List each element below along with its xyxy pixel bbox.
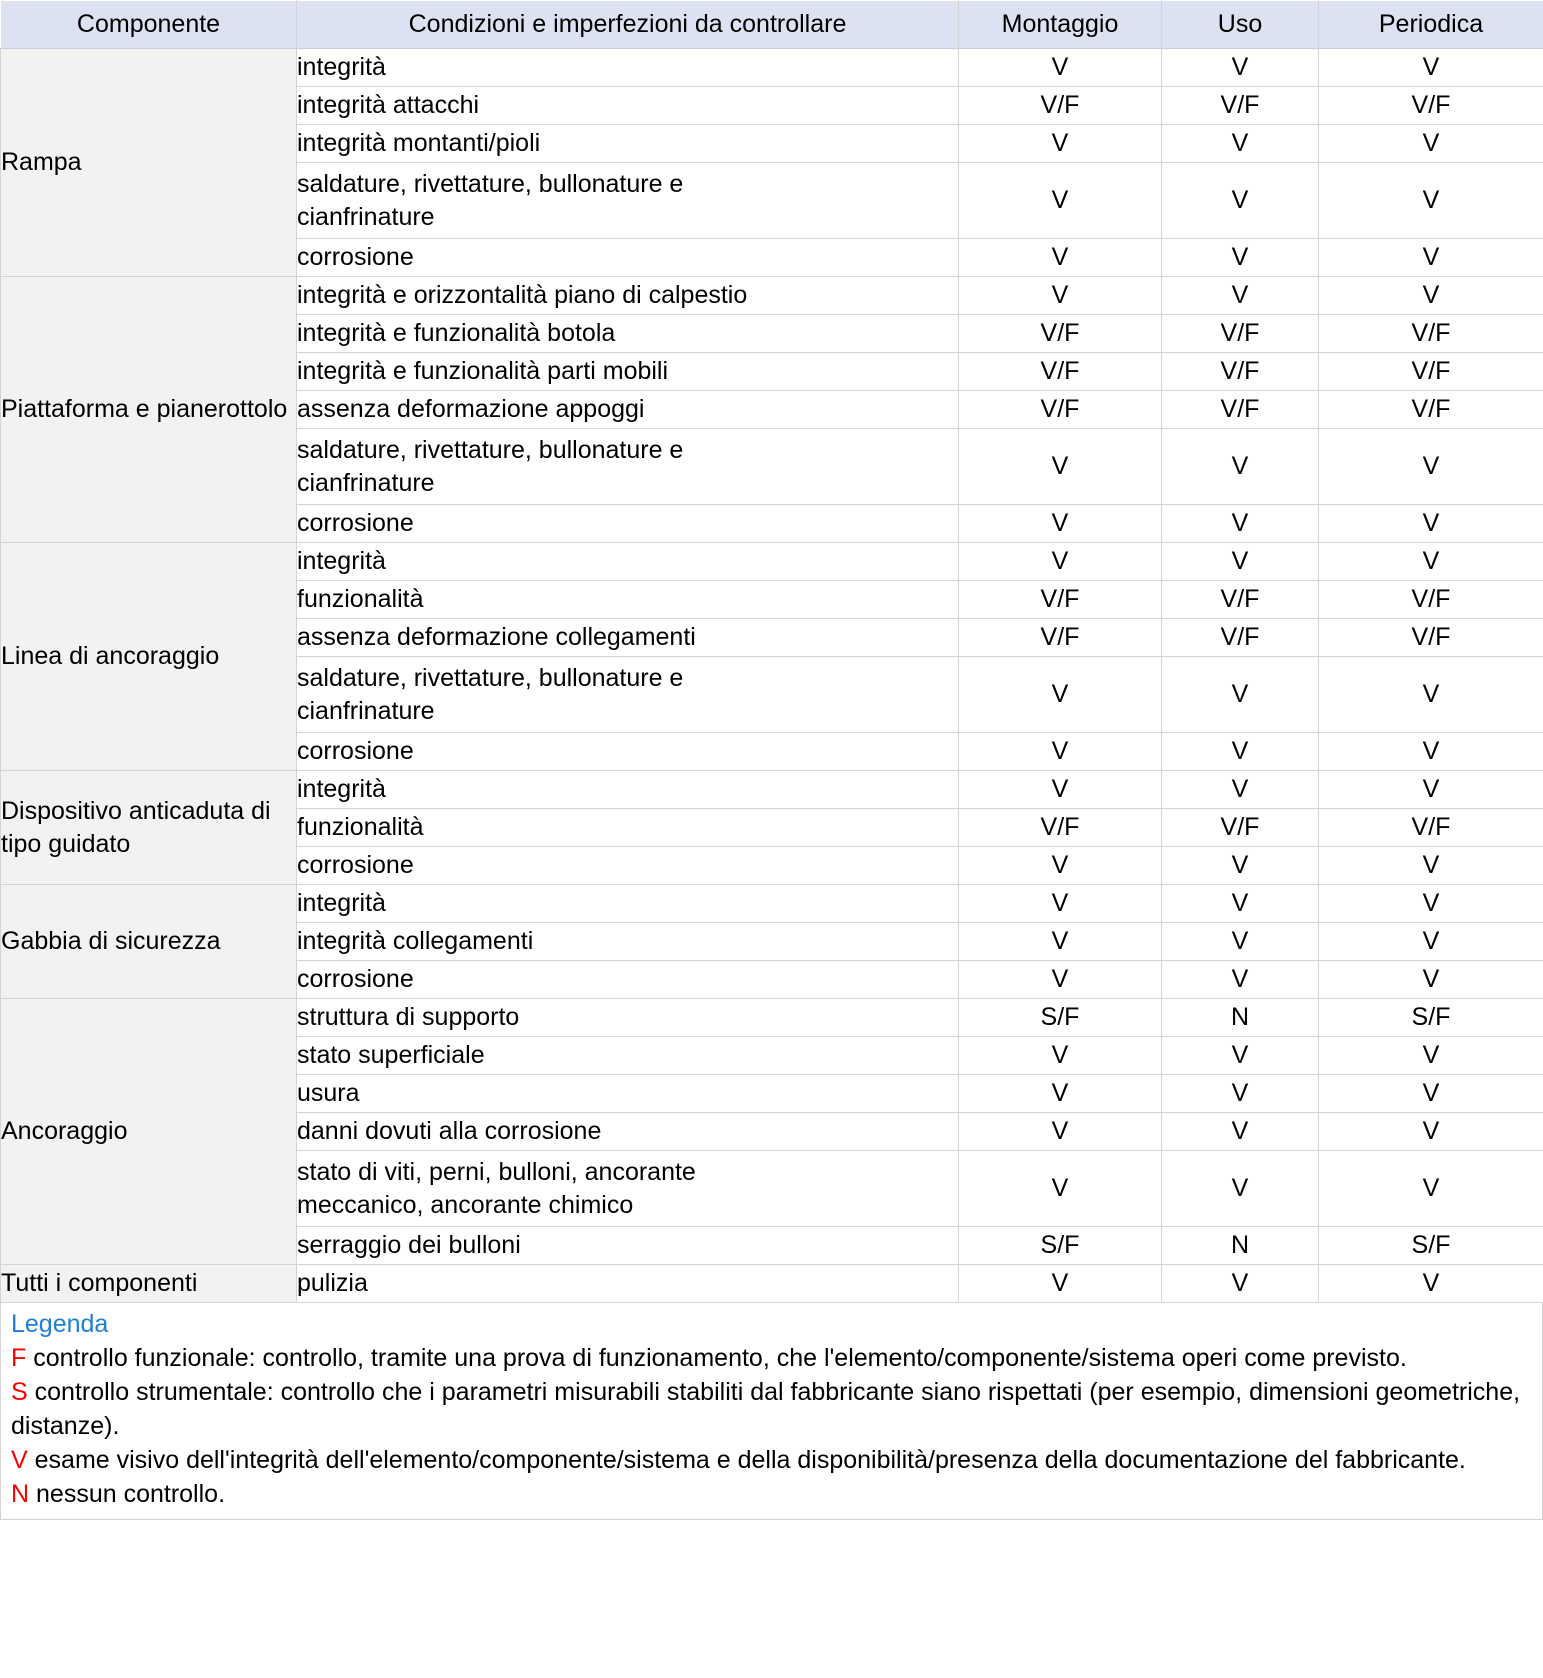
table-row [1, 49, 1543, 87]
condition-text: integrità e orizzontalità piano di calpestio [297, 281, 748, 310]
uso-cell: V/F [1162, 581, 1319, 619]
montaggio-cell: V [959, 49, 1162, 87]
uso-cell: V [1162, 429, 1319, 505]
montaggio-cell: V [959, 771, 1162, 809]
montaggio-cell: V [959, 163, 1162, 239]
table-row [1, 1265, 1543, 1303]
uso-cell: V [1162, 1151, 1319, 1227]
condition-cell [297, 49, 959, 87]
condition-cell [297, 505, 959, 543]
condition-text: assenza deformazione appoggi [297, 395, 645, 424]
table-body [1, 49, 1543, 1303]
periodica-cell: V [1319, 885, 1543, 923]
condition-text: integrità [297, 53, 386, 82]
condition-cell [297, 961, 959, 999]
periodica-cell: V/F [1319, 809, 1543, 847]
periodica-cell: S/F [1319, 999, 1543, 1037]
periodica-cell: V/F [1319, 353, 1543, 391]
periodica-cell: V [1319, 1075, 1543, 1113]
montaggio-cell: V [959, 885, 1162, 923]
condition-text-line2: cianfrinature [297, 202, 435, 231]
legend-description: nessun controllo. [29, 1480, 226, 1508]
condition-cell [297, 125, 959, 163]
montaggio-cell: V [959, 657, 1162, 733]
condition-cell [297, 315, 959, 353]
condition-cell [297, 923, 959, 961]
condition-cell [297, 543, 959, 581]
condition-cell [297, 809, 959, 847]
condition-cell [297, 1075, 959, 1113]
montaggio-cell: V [959, 239, 1162, 277]
uso-cell: V [1162, 657, 1319, 733]
condition-cell [297, 999, 959, 1037]
uso-cell: V [1162, 885, 1319, 923]
component-cell: Ancoraggio [1, 999, 297, 1265]
condition-text: pulizia [297, 1269, 368, 1298]
uso-cell: N [1162, 1227, 1319, 1265]
uso-cell: V [1162, 505, 1319, 543]
montaggio-cell: V [959, 125, 1162, 163]
condition-text: corrosione [297, 243, 414, 272]
uso-cell: V [1162, 163, 1319, 239]
periodica-cell: S/F [1319, 1227, 1543, 1265]
condition-text-line2: cianfrinature [297, 696, 435, 725]
condition-text: serraggio dei bulloni [297, 1231, 521, 1260]
periodica-cell: V/F [1319, 619, 1543, 657]
periodica-cell: V [1319, 505, 1543, 543]
condition-cell [297, 885, 959, 923]
uso-cell: V [1162, 733, 1319, 771]
condition-text: danni dovuti alla corrosione [297, 1117, 602, 1146]
periodica-cell: V/F [1319, 581, 1543, 619]
periodica-cell: V [1319, 733, 1543, 771]
condition-text: integrità [297, 889, 386, 918]
legend-entry [11, 1375, 1532, 1443]
periodica-cell: V [1319, 771, 1543, 809]
legend-entry [11, 1443, 1532, 1477]
condition-text: saldature, rivettature, bullonature e [297, 436, 684, 464]
column-header-montaggio: Montaggio [959, 1, 1162, 49]
column-header-condizioni: Condizioni e imperfezioni da controllare [297, 1, 959, 49]
montaggio-cell: V [959, 923, 1162, 961]
periodica-cell: V [1319, 657, 1543, 733]
condition-cell [297, 239, 959, 277]
condition-cell [297, 771, 959, 809]
uso-cell: V [1162, 277, 1319, 315]
montaggio-cell: V/F [959, 353, 1162, 391]
montaggio-cell: V/F [959, 315, 1162, 353]
condition-text: stato di viti, perni, bulloni, ancorante [297, 1158, 696, 1186]
uso-cell: V/F [1162, 87, 1319, 125]
montaggio-cell: V/F [959, 619, 1162, 657]
column-header-uso: Uso [1162, 1, 1319, 49]
montaggio-cell: V/F [959, 581, 1162, 619]
uso-cell: V [1162, 125, 1319, 163]
uso-cell: N [1162, 999, 1319, 1037]
uso-cell: V [1162, 1265, 1319, 1303]
uso-cell: V/F [1162, 353, 1319, 391]
condition-text: integrità e funzionalità parti mobili [297, 357, 669, 386]
montaggio-cell: V [959, 543, 1162, 581]
periodica-cell: V [1319, 961, 1543, 999]
uso-cell: V/F [1162, 619, 1319, 657]
condition-text: assenza deformazione collegamenti [297, 623, 696, 652]
table-row [1, 543, 1543, 581]
legend-description: controllo strumentale: controllo che i parametri misurabili stabiliti dal fabbricante siano rispettati (per esempio, dimensioni geometriche, distanze). [11, 1378, 1521, 1440]
header-row [1, 1, 1543, 49]
component-cell: Dispositivo anticaduta di tipo guidato [1, 771, 297, 885]
condition-text: integrità attacchi [297, 91, 480, 120]
uso-cell: V [1162, 239, 1319, 277]
legend-title: Legenda [11, 1310, 109, 1338]
condition-cell [297, 87, 959, 125]
condition-text: corrosione [297, 737, 414, 766]
condition-text: corrosione [297, 965, 414, 994]
condition-text: funzionalità [297, 813, 424, 842]
periodica-cell: V [1319, 923, 1543, 961]
uso-cell: V [1162, 49, 1319, 87]
component-cell: Piattaforma e pianerottolo [1, 277, 297, 543]
condition-cell [297, 1265, 959, 1303]
legend-block [0, 1303, 1543, 1520]
periodica-cell: V [1319, 125, 1543, 163]
legend-description: esame visivo dell'integrità dell'elemento/componente/sistema e della disponibilità/presenza della documentazione del fabbricante. [27, 1446, 1466, 1474]
condition-text: stato superficiale [297, 1041, 485, 1070]
montaggio-cell: S/F [959, 1227, 1162, 1265]
montaggio-cell: V [959, 733, 1162, 771]
condition-cell [297, 733, 959, 771]
condition-cell [297, 277, 959, 315]
component-cell: Gabbia di sicurezza [1, 885, 297, 999]
uso-cell: V [1162, 771, 1319, 809]
component-cell: Linea di ancoraggio [1, 543, 297, 771]
periodica-cell: V [1319, 239, 1543, 277]
condition-text: integrità collegamenti [297, 927, 534, 956]
legend-key: V [11, 1446, 28, 1474]
periodica-cell: V/F [1319, 315, 1543, 353]
condition-cell [297, 429, 959, 505]
montaggio-cell: V [959, 1037, 1162, 1075]
periodica-cell: V [1319, 543, 1543, 581]
condition-cell [297, 581, 959, 619]
montaggio-cell: V [959, 847, 1162, 885]
periodica-cell: V [1319, 1265, 1543, 1303]
legend-key: S [11, 1378, 28, 1406]
condition-text: struttura di supporto [297, 1003, 520, 1032]
condition-cell [297, 1037, 959, 1075]
component-cell: Rampa [1, 49, 297, 277]
legend-key: F [11, 1344, 27, 1372]
legend-description: controllo funzionale: controllo, tramite una prova di funzionamento, che l'elemento/componente/sistema operi come previsto. [26, 1344, 1407, 1372]
periodica-cell: V [1319, 163, 1543, 239]
legend-entries [11, 1341, 1532, 1511]
legend-entry [11, 1477, 1532, 1511]
uso-cell: V/F [1162, 391, 1319, 429]
montaggio-cell: V [959, 1265, 1162, 1303]
periodica-cell: V/F [1319, 391, 1543, 429]
table-row [1, 771, 1543, 809]
condition-text-line2: cianfrinature [297, 468, 435, 497]
condition-cell [297, 619, 959, 657]
legend-key: N [11, 1480, 30, 1508]
uso-cell: V [1162, 543, 1319, 581]
montaggio-cell: V [959, 277, 1162, 315]
montaggio-cell: V/F [959, 391, 1162, 429]
montaggio-cell: V [959, 505, 1162, 543]
condition-cell [297, 353, 959, 391]
periodica-cell: V [1319, 1151, 1543, 1227]
condition-text: saldature, rivettature, bullonature e [297, 664, 684, 692]
uso-cell: V/F [1162, 315, 1319, 353]
condition-text-line2: meccanico, ancorante chimico [297, 1190, 634, 1219]
montaggio-cell: V [959, 1113, 1162, 1151]
periodica-cell: V [1319, 1037, 1543, 1075]
table-row [1, 885, 1543, 923]
condition-text: integrità [297, 547, 386, 576]
condition-text: integrità [297, 775, 386, 804]
condition-text: corrosione [297, 509, 414, 538]
condition-text: corrosione [297, 851, 414, 880]
condition-cell [297, 1113, 959, 1151]
column-header-componente: Componente [1, 1, 297, 49]
column-header-periodica: Periodica [1319, 1, 1543, 49]
periodica-cell: V/F [1319, 87, 1543, 125]
table-row [1, 999, 1543, 1037]
condition-cell [297, 1227, 959, 1265]
uso-cell: V [1162, 847, 1319, 885]
condition-cell [297, 1151, 959, 1227]
condition-text: funzionalità [297, 585, 424, 614]
montaggio-cell: V [959, 1151, 1162, 1227]
uso-cell: V [1162, 1037, 1319, 1075]
condition-text: integrità montanti/pioli [297, 129, 541, 158]
condition-text: saldature, rivettature, bullonature e [297, 170, 684, 198]
montaggio-cell: V [959, 1075, 1162, 1113]
table-header [1, 1, 1543, 49]
periodica-cell: V [1319, 1113, 1543, 1151]
periodica-cell: V [1319, 847, 1543, 885]
montaggio-cell: V [959, 429, 1162, 505]
condition-cell [297, 391, 959, 429]
condition-text: integrità e funzionalità botola [297, 319, 616, 348]
montaggio-cell: S/F [959, 999, 1162, 1037]
condition-cell [297, 657, 959, 733]
condition-text: usura [297, 1079, 360, 1108]
uso-cell: V/F [1162, 809, 1319, 847]
montaggio-cell: V/F [959, 809, 1162, 847]
legend-entry [11, 1341, 1532, 1375]
uso-cell: V [1162, 1075, 1319, 1113]
uso-cell: V [1162, 961, 1319, 999]
uso-cell: V [1162, 1113, 1319, 1151]
periodica-cell: V [1319, 49, 1543, 87]
montaggio-cell: V [959, 961, 1162, 999]
uso-cell: V [1162, 923, 1319, 961]
periodica-cell: V [1319, 429, 1543, 505]
montaggio-cell: V/F [959, 87, 1162, 125]
component-cell: Tutti i componenti [1, 1265, 297, 1303]
condition-cell [297, 163, 959, 239]
periodica-cell: V [1319, 277, 1543, 315]
table-row [1, 277, 1543, 315]
condition-cell [297, 847, 959, 885]
